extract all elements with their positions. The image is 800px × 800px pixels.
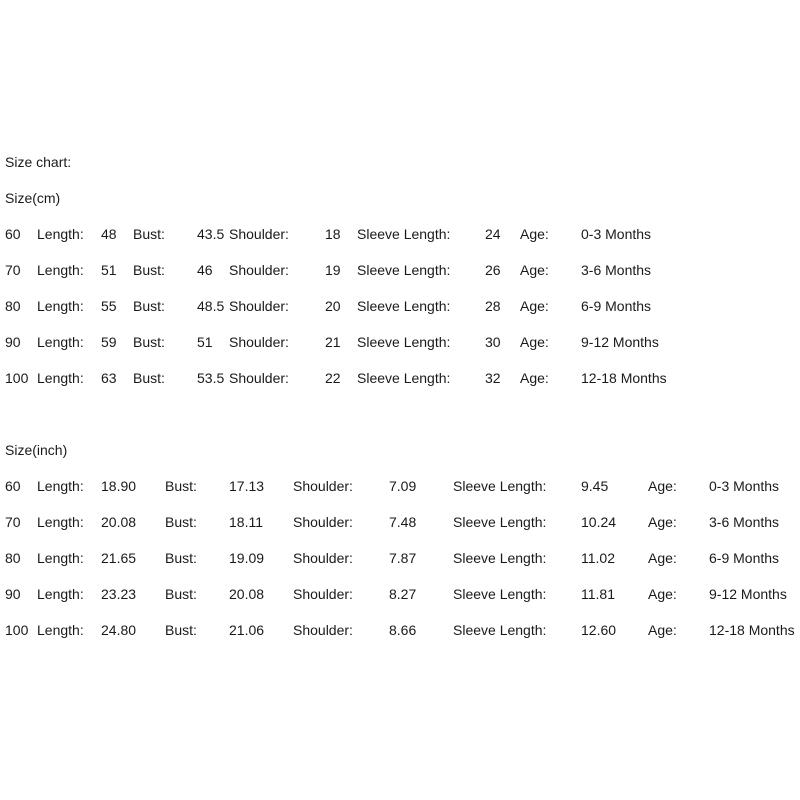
table-row [0,370,800,386]
sleeve-length-value: 28 [485,298,501,314]
length-label: Length: [37,262,84,278]
bust-value: 20.08 [229,586,265,602]
bust-value: 17.13 [229,478,265,494]
age-value: 12-18 Months [581,370,667,386]
length-value: 21.65 [101,550,137,566]
age-value: 6-9 Months [709,550,780,566]
table-row [0,262,800,278]
length-label: Length: [37,586,84,602]
size-value: 90 [5,586,21,602]
shoulder-value: 18 [325,226,341,242]
length-label: Length: [37,226,84,242]
sleeve-length-label: Sleeve Length: [357,370,451,386]
bust-value: 21.06 [229,622,265,638]
length-value: 48 [101,226,117,242]
sleeve-length-value: 11.81 [581,586,615,602]
sleeve-length-value: 26 [485,262,501,278]
shoulder-value: 22 [325,370,341,386]
age-value: 0-3 Months [581,226,652,242]
shoulder-value: 20 [325,298,341,314]
shoulder-label: Shoulder: [293,586,353,602]
bust-label: Bust: [133,370,165,386]
shoulder-value: 7.48 [389,514,417,530]
bust-label: Bust: [165,622,197,638]
sleeve-length-label: Sleeve Length: [453,514,547,530]
age-label: Age: [648,586,677,602]
bust-value: 19.09 [229,550,265,566]
age-value: 0-3 Months [709,478,780,494]
sleeve-length-value: 12.60 [581,622,617,638]
age-label: Age: [520,262,549,278]
shoulder-value: 7.09 [389,478,417,494]
bust-label: Bust: [133,262,165,278]
shoulder-label: Shoulder: [293,550,353,566]
table-row [0,334,800,350]
size-value: 100 [5,370,29,386]
age-label: Age: [648,550,677,566]
size-value: 70 [5,262,21,278]
length-value: 59 [101,334,117,350]
age-label: Age: [520,334,549,350]
shoulder-label: Shoulder: [229,370,289,386]
length-value: 63 [101,370,117,386]
shoulder-label: Shoulder: [229,262,289,278]
age-label: Age: [648,514,677,530]
sleeve-length-label: Sleeve Length: [453,622,547,638]
age-value: 12-18 Months [709,622,795,638]
sleeve-length-label: Sleeve Length: [357,262,451,278]
length-value: 20.08 [101,514,137,530]
size-value: 90 [5,334,21,350]
table-row [0,622,800,638]
length-value: 24.80 [101,622,137,638]
sleeve-length-value: 9.45 [581,478,609,494]
size-value: 70 [5,514,21,530]
age-value: 6-9 Months [581,298,652,314]
shoulder-label: Shoulder: [229,226,289,242]
table-row [0,514,800,530]
bust-value: 53.5 [197,370,225,386]
bust-label: Bust: [133,334,165,350]
length-value: 18.90 [101,478,137,494]
length-value: 23.23 [101,586,137,602]
length-label: Length: [37,622,84,638]
age-label: Age: [648,478,677,494]
shoulder-value: 7.87 [389,550,417,566]
bust-value: 46 [197,262,213,278]
length-label: Length: [37,514,84,530]
shoulder-label: Shoulder: [229,334,289,350]
sleeve-length-label: Sleeve Length: [357,226,451,242]
bust-value: 18.11 [229,514,263,530]
size-chart-title: Size chart: [5,154,72,170]
sleeve-length-value: 24 [485,226,501,242]
bust-value: 43.5 [197,226,225,242]
age-value: 9-12 Months [581,334,659,350]
size-value: 60 [5,478,21,494]
table-row [0,226,800,242]
age-value: 3-6 Months [581,262,652,278]
length-label: Length: [37,478,84,494]
size-value: 80 [5,550,21,566]
shoulder-value: 8.66 [389,622,417,638]
table-row [0,586,800,602]
bust-label: Bust: [165,478,197,494]
length-label: Length: [37,298,84,314]
length-label: Length: [37,334,84,350]
table-row [0,478,800,494]
sleeve-length-value: 11.02 [581,550,615,566]
shoulder-value: 21 [325,334,341,350]
length-value: 55 [101,298,117,314]
age-label: Age: [520,226,549,242]
shoulder-label: Shoulder: [293,514,353,530]
size-value: 60 [5,226,21,242]
size-value: 80 [5,298,21,314]
sleeve-length-value: 10.24 [581,514,617,530]
cm-section-heading: Size(cm) [5,190,61,206]
size-value: 100 [5,622,29,638]
sleeve-length-label: Sleeve Length: [357,298,451,314]
shoulder-label: Shoulder: [293,622,353,638]
shoulder-value: 8.27 [389,586,417,602]
age-label: Age: [520,298,549,314]
shoulder-value: 19 [325,262,341,278]
age-value: 3-6 Months [709,514,780,530]
sleeve-length-label: Sleeve Length: [453,586,547,602]
bust-label: Bust: [165,586,197,602]
sleeve-length-label: Sleeve Length: [357,334,451,350]
bust-value: 48.5 [197,298,225,314]
sleeve-length-value: 32 [485,370,501,386]
table-row [0,550,800,566]
bust-label: Bust: [165,514,197,530]
shoulder-label: Shoulder: [293,478,353,494]
length-label: Length: [37,550,84,566]
length-value: 51 [101,262,117,278]
table-row [0,298,800,314]
bust-label: Bust: [133,226,165,242]
sleeve-length-value: 30 [485,334,501,350]
bust-label: Bust: [133,298,165,314]
shoulder-label: Shoulder: [229,298,289,314]
bust-value: 51 [197,334,213,350]
age-value: 9-12 Months [709,586,787,602]
length-label: Length: [37,370,84,386]
sleeve-length-label: Sleeve Length: [453,478,547,494]
sleeve-length-label: Sleeve Length: [453,550,547,566]
inch-section-heading: Size(inch) [5,442,68,458]
age-label: Age: [520,370,549,386]
bust-label: Bust: [165,550,197,566]
age-label: Age: [648,622,677,638]
